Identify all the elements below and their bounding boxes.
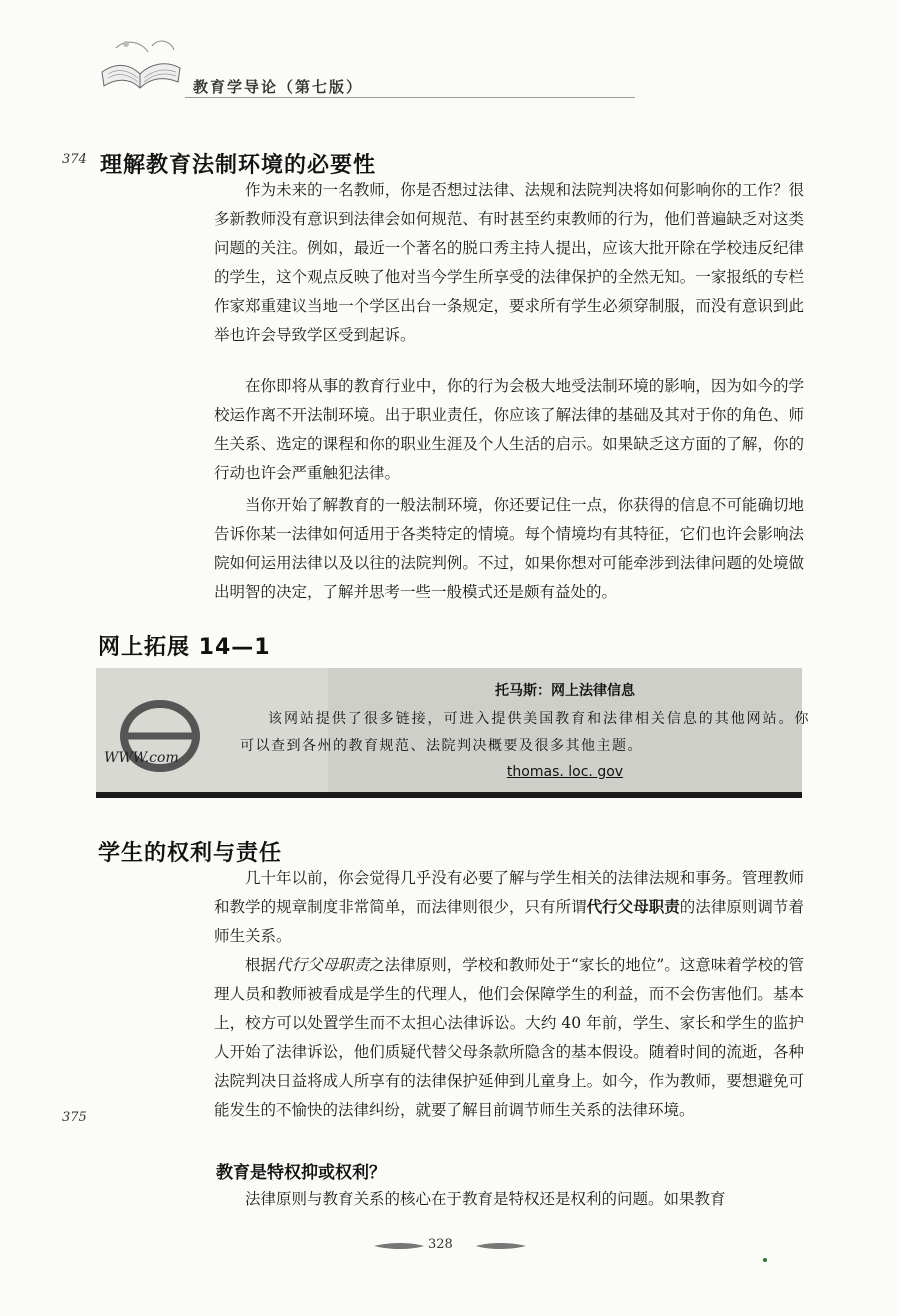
section-heading-student-rights: 学生的权利与责任 bbox=[98, 841, 283, 866]
margin-number-bottom: 375 bbox=[62, 1110, 87, 1125]
web-box-title: 托马斯：网上法律信息 bbox=[495, 683, 635, 699]
web-box-text: 该网站提供了很多链接，可进入提供美国教育和法律相关信息的其他网站。你可以查到各州的教育规范、法院判决概要及很多其他主题。 bbox=[240, 711, 810, 754]
web-expansion-box bbox=[96, 668, 810, 798]
web-expansion-heading: 网上拓展 14—1 bbox=[98, 635, 271, 660]
margin-number-top: 374 bbox=[62, 152, 87, 167]
open-book-icon bbox=[96, 28, 184, 98]
term-in-loco-parentis: 代行父母职责 bbox=[586, 898, 680, 916]
header-rule bbox=[185, 97, 635, 98]
web-box-bottom-bar bbox=[96, 792, 802, 798]
paragraph: 当你开始了解教育的一般法制环境，你还要记住一点，你获得的信息不可能确切地告诉你某一法律如何适用于各类特定的情境。每个情境均有其特征，它们也许会影响法院如何运用法律以及以往的法院判例。不过，如果你想对可能牵涉到法律问题的处境做出明智的决定，了解并思考一些一般模式还是颇有益处的。 bbox=[214, 496, 804, 601]
web-box-link[interactable]: thomas. loc. gov bbox=[506, 764, 624, 780]
paragraph: 在你即将从事的教育行业中，你的行为会极大地受法制环境的影响，因为如今的学校运作离不开法制环境。出于职业责任，你应该了解法律的基础及其对于你的角色、师生关系、选定的课程和你的职业生涯及个人生活的启示。如果缺乏这方面的了解，你的行动也许会严重触犯法律。 bbox=[214, 377, 804, 482]
paragraph: 法律原则与教育关系的核心在于教育是特权还是权利的问题。如果教育 bbox=[245, 1190, 726, 1208]
paragraph-text: 的法律原则调节着师生关系。 bbox=[214, 898, 804, 945]
page-number: 328 bbox=[428, 1237, 453, 1252]
term-italic: 代行父母职责 bbox=[276, 956, 370, 974]
paragraph bbox=[214, 951, 804, 1125]
decorative-dot bbox=[763, 1258, 767, 1262]
www-icon-label: WWW.com bbox=[104, 750, 179, 766]
running-header-title: 教育学导论（第七版） bbox=[193, 78, 364, 96]
paragraph-text: 根据 bbox=[245, 956, 277, 974]
paragraph-text: 几十年以前，你会觉得几乎没有必要了解与学生相关的法律法规和事务。管理教师和教学的规章制度非常简单，而法律则很少，只有所谓 bbox=[214, 869, 804, 916]
paragraph-text: 之法律原则，学校和教师处于“家长的地位”。这意味着学校的管理人员和教师被看成是学生的代理人，他们会保障学生的利益，而不会伤害他们。基本上，校方可以处置学生而不太担心法律诉讼。大约 40 年前，学生、家长和学生的监护人开始了法律诉讼，他们质疑代替父母条款所隐含的基本假设。随着时间的流逝，各种法院判决日益将成人所享有的法律保护延伸到儿童身上。如今，作为教师，要想避免可能发生的不愉快的法律纠纷，就要了解目前调节师生关系的法律环境。 bbox=[214, 956, 804, 1119]
subsection-heading: 教育是特权抑或权利？ bbox=[216, 1163, 386, 1183]
paragraph bbox=[214, 864, 804, 951]
paragraph: 作为未来的一名教师，你是否想过法律、法规和法院判决将如何影响你的工作？很多新教师没有意识到法律会如何规范、有时甚至约束教师的行为，他们普遍缺乏对这类问题的关注。例如，最近一个著名的脱口秀主持人提出，应该大批开除在学校违反纪律的学生，这个观点反映了他对当今学生所享受的法律保护的全然无知。一家报纸的专栏作家郑重建议当地一个学区出台一条规定，要求所有学生必须穿制服，而没有意识到此举也许会导致学区受到起诉。 bbox=[214, 181, 804, 344]
section-heading-legal-environment: 理解教育法制环境的必要性 bbox=[100, 153, 377, 178]
